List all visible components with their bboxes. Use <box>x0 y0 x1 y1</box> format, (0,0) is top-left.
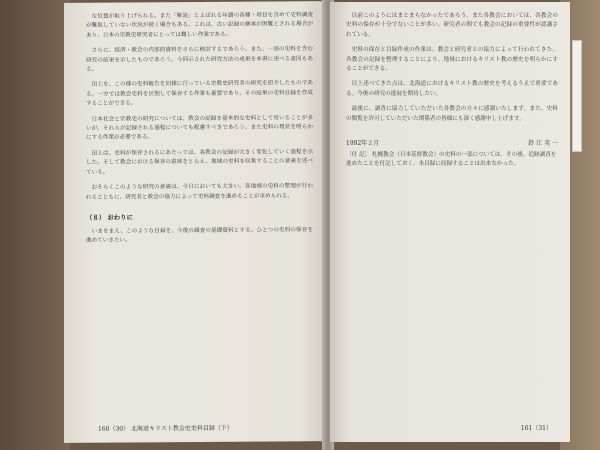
paragraph: 以前このようにはまとまらなかったであろう。また各教会においては、各教会の史料の保存が十分でないことが多い。研究者の間でも教会の記録の重要性が認識されている。 <box>346 13 558 38</box>
paper-tab <box>572 40 582 152</box>
addendum: 〔付 記〕 札幌教会（日本基督教会）の史料の一部については、その後、追跡調査を進めたことを付記しておく。本目録に収録することは出来なかった。 <box>346 152 557 168</box>
paragraph: 田上を、この種の史料報告を同様に行っている宗教史研究者の研究を紹介したものである。一方では教会史料を区別して保存する作業も重要であり、その結果の史料目録を作成することができる。 <box>86 80 313 108</box>
paragraph: おそらくこのような研究の意義は、今日においても大きい。各地域の史料の整理が行われるとともに、研究者と教会の協力によって史料調査を進めることが求められる。 <box>86 183 313 201</box>
paragraph: 最後に、調査に協力していただいた各教会の方々に感謝いたします。また、史料の閲覧を許可していただいた関係者の皆様にも深く感謝申し上げます。 <box>346 106 558 122</box>
date: 1992年２月 <box>346 140 380 148</box>
background-left <box>0 0 70 450</box>
author: 鈴 江 英 一 <box>528 140 558 148</box>
paragraph: さらに、経済・教会の内部的資料をさらに検討するであろう。また、一部の史料を含む研究の結果を示したものであろう。今回示された研究方法の成果を本書に述べる意図もある。 <box>86 46 313 73</box>
signature-line <box>346 138 558 147</box>
page-footer-right: 161（31） <box>520 425 552 432</box>
paragraph: 史料の保存と目録作成の作業は、教会と研究者との協力によって行われてきた。各教会の記録を整理することにより、地域におけるキリスト教の歴史を明らかにすることができる。 <box>346 47 558 73</box>
closing-paragraph: いまをまえ、このような目録を、今後の調査の基礎資料とする。ひとつの史料の保存を進めていきたい。 <box>86 227 313 245</box>
left-page <box>64 1 327 443</box>
page-footer-left: 160（30） 北海道キリスト教会史史料目録（下） <box>98 424 233 433</box>
paragraph: 以上述べてきた点は、北海道におけるキリスト教の歴史を考えるうえで重要である。今後の研究の進展を期待したい。 <box>346 81 558 97</box>
section-heading: （８） おわりに <box>86 213 133 222</box>
paragraph: な位置が取り上げられる。また「解説」とよばれる年譜の各種・項目を含めて史料調査が難航していない状況が続く場合もある。これは、古い記録の継承が困難とされる場合があり、日本の宗教史研究者にとっては難しい作業である。 <box>86 12 313 39</box>
right-page <box>330 2 570 442</box>
paragraph: 日本社会と宗教史の研究については、教会の記録を基本的な史料として用いることが多いが、それらが記録される過程についても配慮すべきであろう。また史料の現状を明らかにする作業が必要である。 <box>86 114 313 142</box>
paragraph: 田上は、史料が保存されるにあたっては、各教会の記録が大きく変化していく過程を示した。そして教会における保存の意味をとらえ、地域の史料を収集することの意義を述べている。 <box>86 149 313 176</box>
